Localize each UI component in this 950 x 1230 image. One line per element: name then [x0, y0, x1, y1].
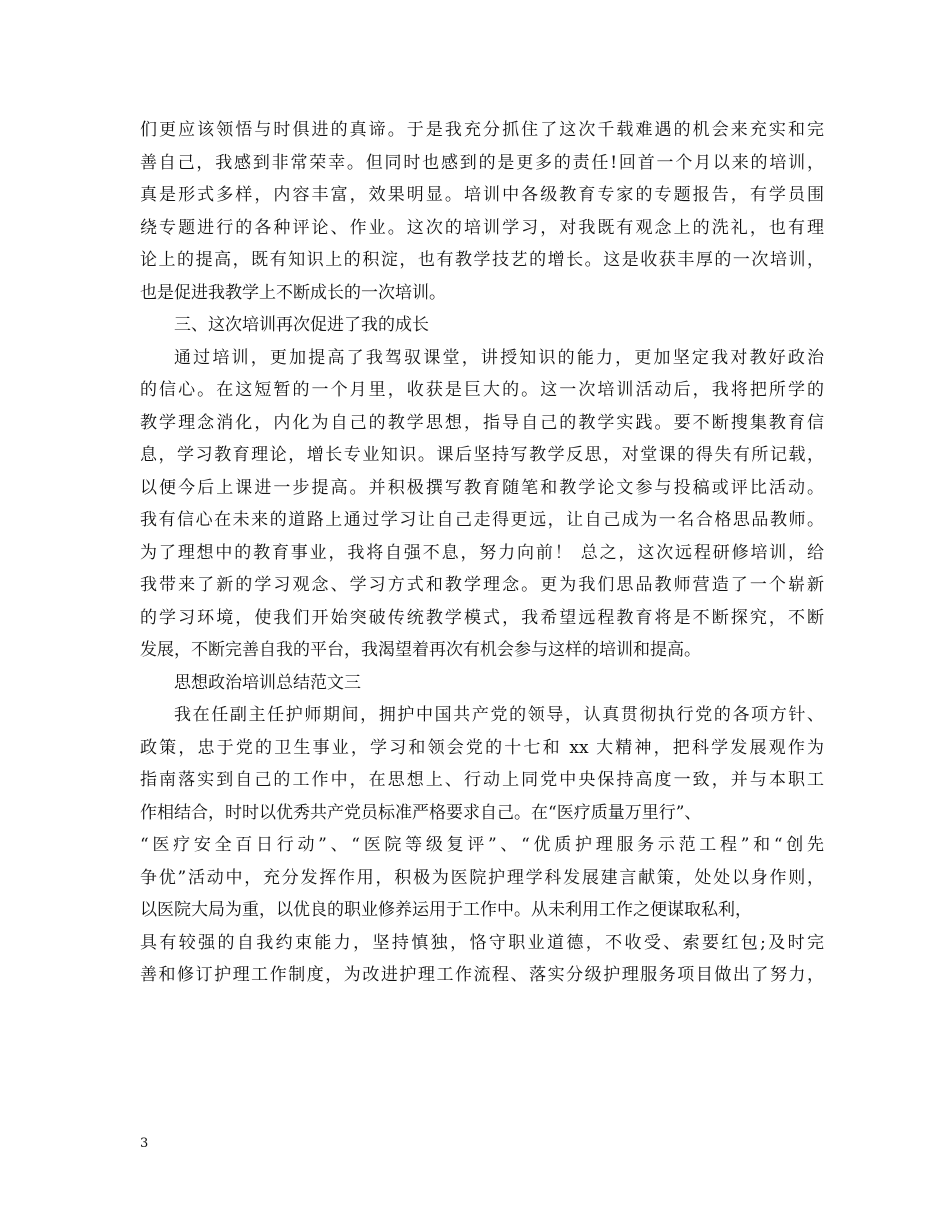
- text-line: 真是形式多样，内容丰富，效果明显。培训中各级教育专家的专题报告，有学员围: [140, 185, 824, 205]
- text-line: 作相结合，时时以优秀共产党员标准严格要求自己。在“医疗质量万里行”、: [140, 802, 702, 823]
- text-line: 论上的提高，既有知识上的积淀，也有教学技艺的增长。这是收获丰厚的一次培训，: [140, 250, 824, 270]
- text-line: 争优”活动中，充分发挥作用，积极为医院护理学科发展建言献策，处处以身作则，: [140, 867, 824, 888]
- text-line: 我有信心在未来的道路上通过学习让自己走得更远，让自己成为一名合格思品教师。: [140, 510, 824, 530]
- text-line: 我带来了新的学习观念、学习方式和教学理念。更为我们思品教师营造了一个崭新: [140, 575, 824, 595]
- text-line: “医疗安全百日行动”、“医院等级复评”、“优质护理服务示范工程”和“创先: [140, 835, 824, 855]
- text-line: 善和修订护理工作制度，为改进护理工作流程、落实分级护理服务项目做出了努力，: [140, 965, 824, 985]
- text-line: 通过培训，更加提高了我驾驭课堂，讲授知识的能力，更加坚定我对教好政治: [174, 347, 824, 368]
- text-line: 思想政治培训总结范文三: [174, 672, 361, 693]
- text-line: 们更应该领悟与时俱进的真谛。于是我充分抓住了这次千载难遇的机会来充实和完: [140, 120, 824, 140]
- text-line: 息，学习教育理论，增长专业知识。课后坚持写教学反思，对堂课的得失有所记载，: [140, 445, 824, 465]
- text-line: 教学理念消化，内化为自己的教学思想，指导自己的教学实践。要不断搜集教育信: [140, 412, 824, 433]
- text-line: 的信心。在这短暂的一个月里，收获是巨大的。这一次培训活动后，我将把所学的: [140, 380, 824, 400]
- text-line: 也是促进我教学上不断成长的一次培训。: [140, 282, 446, 303]
- text-line: 我在任副主任护师期间，拥护中国共产党的领导，认真贯彻执行党的各项方针、: [174, 705, 824, 725]
- document-body: [140, 114, 824, 992]
- text-line: 具有较强的自我约束能力，坚持慎独，恪守职业道德，不收受、索要红包;及时完: [140, 932, 824, 953]
- text-line: 善自己，我感到非常荣幸。但同时也感到的是更多的责任!回首一个月以来的培训，: [140, 152, 824, 173]
- page-number: 3: [140, 1136, 149, 1151]
- text-line: 发展，不断完善自我的平台，我渴望着再次有机会参与这样的培训和提高。: [140, 640, 701, 660]
- text-line: 指南落实到自己的工作中，在思想上、行动上同党中央保持高度一致，并与本职工: [140, 770, 824, 790]
- text-line: 政策，忠于党的卫生事业，学习和领会党的十七和 xx 大精神，把科学发展观作为: [140, 737, 824, 758]
- text-line: 的学习环境，使我们开始突破传统教学模式，我希望远程教育将是不断探究，不断: [140, 607, 824, 628]
- text-line: 以便今后上课进一步提高。并积极撰写教育随笔和教学论文参与投稿或评比活动。: [140, 477, 824, 498]
- text-line: 绕专题进行的各种评论、作业。这次的培训学习，对我既有观念上的洗礼，也有理: [140, 217, 824, 238]
- text-line: 为了理想中的教育事业，我将自强不息，努力向前！ 总之，这次远程研修培训，给: [140, 542, 824, 563]
- text-line: 以医院大局为重，以优良的职业修养运用于工作中。从未利用工作之便谋取私利，: [140, 900, 752, 920]
- text-line: 三、这次培训再次促进了我的成长: [174, 315, 429, 335]
